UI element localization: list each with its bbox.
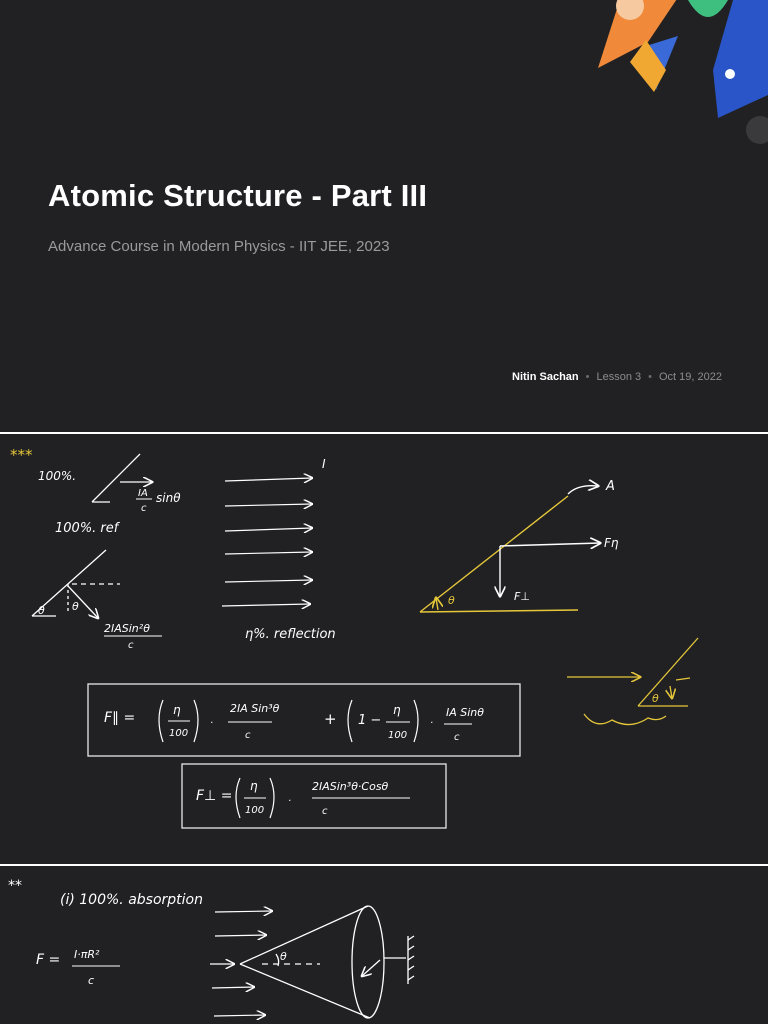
force-lhs: F = bbox=[36, 952, 61, 968]
formula-box-F-perpendicular bbox=[182, 764, 446, 828]
importance-stars: ** bbox=[8, 878, 22, 894]
eta-numerator: η bbox=[173, 703, 181, 717]
expr-2ia-sin2theta: 2IASin²θ bbox=[104, 622, 150, 635]
multiply-dot: · bbox=[288, 796, 292, 807]
lesson-date: Oct 19, 2022 bbox=[659, 371, 722, 383]
term1-numerator: 2IA Sin³θ bbox=[230, 702, 280, 715]
eta-numerator: η bbox=[250, 779, 258, 793]
separator-dot: • bbox=[648, 371, 652, 383]
eta-numerator: η bbox=[393, 703, 401, 717]
theta-angle-label: θ bbox=[38, 604, 45, 617]
term1-denominator: c bbox=[245, 730, 251, 741]
theta-angle-label: θ bbox=[652, 692, 659, 705]
label-F-perp: F⊥ bbox=[514, 590, 530, 603]
handwritten-notes-canvas bbox=[0, 434, 768, 864]
F-perp-numerator: 2IASin³θ·Cosθ bbox=[312, 780, 389, 793]
notes-slide-radiation-force bbox=[0, 434, 768, 864]
hundred-denominator: 100 bbox=[388, 730, 408, 741]
F-perp-lhs: F⊥ = bbox=[196, 788, 233, 804]
yellow-incline-sketch bbox=[567, 638, 698, 725]
label-100-percent-reflection: 100%. ref bbox=[55, 521, 119, 536]
frac-c-denominator: c bbox=[141, 503, 147, 514]
eta-percent-reflection: η%. reflection bbox=[245, 627, 336, 642]
incident-intensity-arrows bbox=[222, 478, 312, 606]
F-parallel-lhs: F∥ = bbox=[104, 710, 136, 726]
force-denominator: c bbox=[88, 974, 95, 987]
term2-denominator: c bbox=[454, 732, 460, 743]
F-perp-denominator: c bbox=[322, 806, 328, 817]
title-slide bbox=[0, 0, 768, 432]
separator-dot: • bbox=[585, 371, 590, 383]
multiply-dot: · bbox=[210, 718, 214, 729]
handwritten-notes-canvas bbox=[0, 866, 768, 1024]
force-numerator: I·πR² bbox=[74, 948, 100, 961]
theta-angle-label: θ bbox=[280, 950, 287, 963]
label-100-percent: 100%. bbox=[38, 469, 77, 483]
hundred-denominator: 100 bbox=[169, 728, 189, 739]
absorption-heading: (i) 100%. absorption bbox=[60, 892, 203, 908]
notes-slide-absorption bbox=[0, 866, 768, 1024]
importance-stars: *** bbox=[10, 446, 33, 464]
decorative-pencil-graphic bbox=[568, 0, 768, 160]
sin-theta-label: sinθ bbox=[156, 491, 181, 505]
frac-ia-numerator: IA bbox=[138, 488, 148, 499]
intensity-label: I bbox=[322, 457, 326, 471]
hundred-denominator: 100 bbox=[245, 805, 265, 816]
term2-numerator: IA Sinθ bbox=[446, 706, 485, 719]
theta-angle-label: θ bbox=[72, 600, 79, 613]
presentation-title: Atomic Structure - Part III bbox=[48, 178, 428, 213]
one-minus: 1 − bbox=[358, 713, 382, 728]
lesson-number: Lesson 3 bbox=[596, 371, 642, 383]
cone-diagram bbox=[240, 906, 414, 1018]
presentation-subtitle: Advance Course in Modern Physics - IIT JEE, 2023 bbox=[48, 238, 390, 255]
formula-box-F-parallel bbox=[88, 684, 520, 756]
force-components-diagram bbox=[420, 486, 600, 612]
frac-c-denominator: c bbox=[128, 640, 134, 651]
plus-sign: + bbox=[324, 710, 337, 728]
multiply-dot: · bbox=[430, 718, 434, 729]
author-name: Nitin Sachan bbox=[512, 371, 579, 383]
label-A: A bbox=[606, 479, 615, 494]
lesson-meta bbox=[512, 371, 722, 383]
label-F-eta: Fη bbox=[604, 536, 619, 550]
theta-angle-label: θ bbox=[448, 594, 455, 607]
